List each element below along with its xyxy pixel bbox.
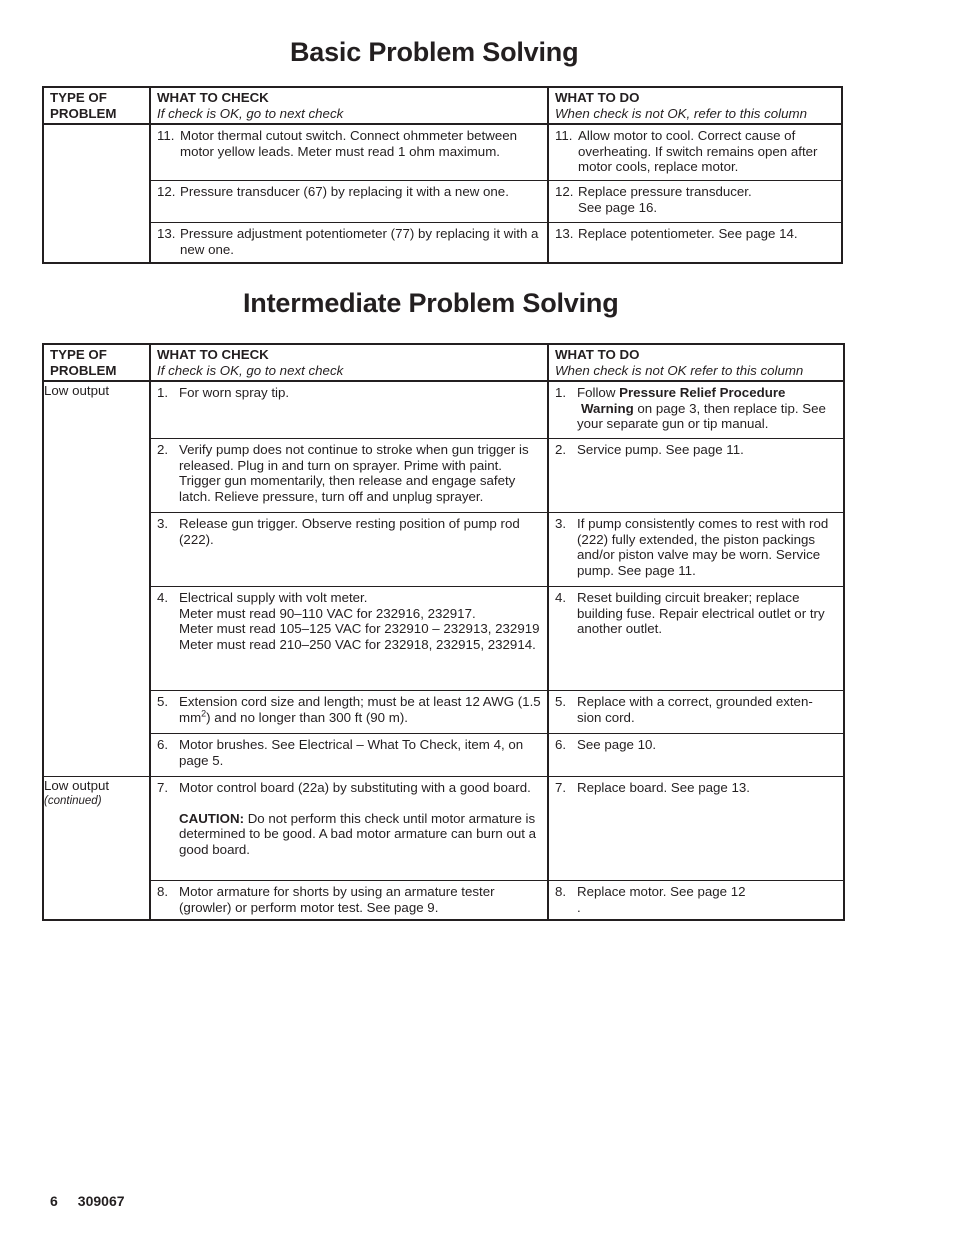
do-cell: 11. Allow motor to cool. Correct cause of overheating. If switch remains open after motor cools, replace motor. <box>555 128 818 174</box>
table-row <box>43 587 844 691</box>
header-type-of-problem: TYPE OF PROBLEM <box>43 87 150 124</box>
do-cell: 4. Reset building circuit breaker; replace building fuse. Repair electrical outlet or try another outlet. <box>548 587 844 691</box>
check-cell: 3. Release gun trigger. Observe resting position of pump rod (222). <box>150 513 548 587</box>
check-cell: 6. Motor brushes. See Electrical – What To Check, item 4, on page 5. <box>150 734 548 777</box>
do-cell: 8. Replace motor. See page 12 . <box>548 881 844 921</box>
check-cell: 12. Pressure transducer (67) by replacing it with a new one. <box>150 181 548 223</box>
check-cell: 2. Verify pump does not continue to stroke when gun trigger is released. Plug in and turn on sprayer. Prime with paint. Trigger gun momentarily, then release and engage safety latch. Relieve pressure, turn off and unplug sprayer. <box>150 439 548 513</box>
header-what-to-check: WHAT TO CHECK If check is OK, go to next check <box>150 87 548 124</box>
table-row <box>43 439 844 513</box>
do-cell: 5. Replace with a correct, grounded exten-sion cord. <box>548 691 844 734</box>
do-cell: 6. See page 10. <box>548 734 844 777</box>
header-type-of-problem: TYPE OF PROBLEM <box>43 344 150 381</box>
type-of-problem-cell: Low output (continued) <box>43 777 150 921</box>
check-cell: 4. Electrical supply with volt meter. Meter must read 90–110 VAC for 232916, 232917. Meter must read 105–125 VAC for 232910 – 232913, 232919 Meter must read 210–250 VAC for 232918, 232915, 232914. <box>150 587 548 691</box>
table-row <box>43 691 844 734</box>
check-cell: 8. Motor armature for shorts by using an armature tester (growler) or perform motor test. See page 9. <box>150 881 548 921</box>
do-cell: 3. If pump consistently comes to rest with rod (222) fully extended, the piston packings and/or piston valve may be worn. Service pump. See page 11. <box>548 513 844 587</box>
check-cell: 11. Motor thermal cutout switch. Connect ohmmeter between motor yellow leads. Meter must read 1 ohm maximum. <box>150 124 548 181</box>
table-row <box>43 181 842 223</box>
table-header-row <box>43 87 842 124</box>
type-of-problem-cell <box>43 124 150 263</box>
do-cell: 12. Replace pressure transducer. See page 16. <box>548 181 842 223</box>
table-row <box>43 124 842 181</box>
table-row <box>43 513 844 587</box>
header-what-to-check: WHAT TO CHECK If check is OK, go to next check <box>150 344 548 381</box>
table-row <box>43 223 842 264</box>
basic-problem-solving-title: Basic Problem Solving <box>290 37 579 67</box>
check-cell: 7. Motor control board (22a) by substituting with a good board. CAUTION: Do not perform this check until motor armature is determined to be good. A bad motor armature can burn out a good board. <box>150 777 548 881</box>
header-what-to-do: WHAT TO DO When check is not OK refer to this column <box>548 344 844 381</box>
table-row <box>43 777 844 881</box>
page-number: 6 <box>50 1193 58 1209</box>
basic-problem-solving-table <box>42 86 843 264</box>
table-header-row <box>43 344 844 381</box>
type-of-problem-cell: Low output <box>43 381 150 777</box>
header-what-to-do: WHAT TO DO When check is not OK, refer to this column <box>548 87 842 124</box>
check-cell: 5. Extension cord size and length; must be at least 12 AWG (1.5 $mm^2$) and no longer than 300 ft (90 m). <box>150 691 548 734</box>
table-row <box>43 734 844 777</box>
do-cell: 13. Replace potentiometer. See page 14. <box>548 223 842 264</box>
document-number: 309067 <box>77 1193 125 1209</box>
page-footer <box>50 1193 125 1209</box>
do-cell: 2. Service pump. See page 11. <box>548 439 844 513</box>
do-cell: 7. Replace board. See page 13. <box>548 777 844 881</box>
intermediate-problem-solving-title: Intermediate Problem Solving <box>243 288 619 318</box>
table-row <box>43 381 844 439</box>
check-cell: 13. Pressure adjustment potentiometer (77) by replacing it with a new one. <box>150 223 548 264</box>
check-cell: 1. For worn spray tip. <box>150 381 548 439</box>
table-row <box>43 881 844 921</box>
do-cell: 1. Follow Pressure Relief Procedure Warning on page 3, then replace tip. See your separate gun or tip manual. <box>555 385 826 431</box>
intermediate-problem-solving-table <box>42 343 845 921</box>
